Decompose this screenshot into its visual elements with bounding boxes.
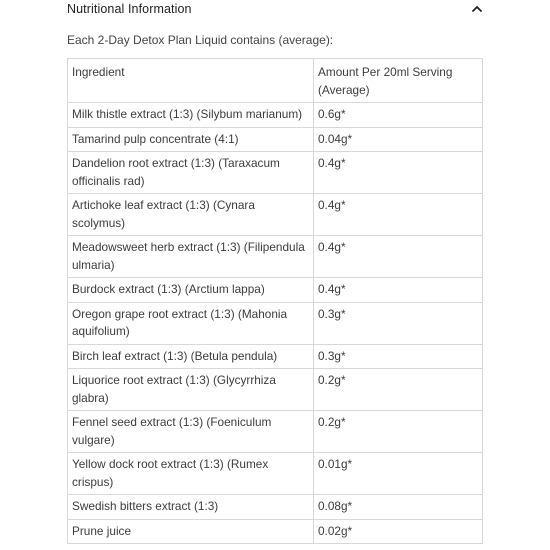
chevron-up-icon[interactable]: [470, 2, 484, 14]
ingredient-cell: Oregon grape root extract (1:3) (Mahonia aquifolium): [68, 302, 314, 344]
amount-cell: 0.04g*: [314, 127, 483, 152]
table-row: [68, 344, 483, 369]
ingredient-cell: Fennel seed extract (1:3) (Foeniculum vulgare): [68, 411, 314, 453]
amount-cell: 0.02g*: [314, 519, 483, 544]
amount-cell: 0.01g*: [314, 453, 483, 495]
ingredient-cell: Yellow dock root extract (1:3) (Rumex crispus): [68, 453, 314, 495]
ingredient-cell: Birch leaf extract (1:3) (Betula pendula): [68, 344, 314, 369]
amount-cell: 0.2g*: [314, 411, 483, 453]
table-row: [68, 411, 483, 453]
table-row: [68, 103, 483, 128]
table-row: [68, 194, 483, 236]
table-row: [68, 152, 483, 194]
amount-cell: 0.4g*: [314, 236, 483, 278]
ingredient-cell: Swedish bitters extract (1:3): [68, 495, 314, 520]
ingredient-cell: Liquorice root extract (1:3) (Glycyrrhiza glabra): [68, 369, 314, 411]
amount-cell: 0.4g*: [314, 278, 483, 303]
nutrition-table: [67, 58, 483, 544]
table-row: [68, 453, 483, 495]
amount-cell: 0.08g*: [314, 495, 483, 520]
accordion-header[interactable]: [0, 0, 550, 20]
column-header-amount: Amount Per 20ml Serving (Average): [314, 59, 483, 103]
table-row: [68, 278, 483, 303]
section-title: Nutritional Information: [67, 2, 192, 16]
amount-cell: 0.2g*: [314, 369, 483, 411]
amount-cell: 0.3g*: [314, 302, 483, 344]
ingredient-cell: Artichoke leaf extract (1:3) (Cynara scolymus): [68, 194, 314, 236]
ingredient-cell: Tamarind pulp concentrate (4:1): [68, 127, 314, 152]
ingredient-cell: Prune juice: [68, 519, 314, 544]
table-row: [68, 495, 483, 520]
table-row: [68, 519, 483, 544]
amount-cell: 0.4g*: [314, 194, 483, 236]
amount-cell: 0.3g*: [314, 344, 483, 369]
ingredient-cell: Meadowsweet herb extract (1:3) (Filipendula ulmaria): [68, 236, 314, 278]
table-header-row: [68, 59, 483, 103]
intro-text: Each 2-Day Detox Plan Liquid contains (average):: [67, 33, 334, 47]
amount-cell: 0.4g*: [314, 152, 483, 194]
amount-cell: 0.6g*: [314, 103, 483, 128]
table-row: [68, 302, 483, 344]
column-header-ingredient: Ingredient: [68, 59, 314, 103]
ingredient-cell: Dandelion root extract (1:3) (Taraxacum officinalis rad): [68, 152, 314, 194]
ingredient-cell: Burdock extract (1:3) (Arctium lappa): [68, 278, 314, 303]
table-row: [68, 236, 483, 278]
table-row: [68, 127, 483, 152]
table-row: [68, 369, 483, 411]
ingredient-cell: Milk thistle extract (1:3) (Silybum marianum): [68, 103, 314, 128]
